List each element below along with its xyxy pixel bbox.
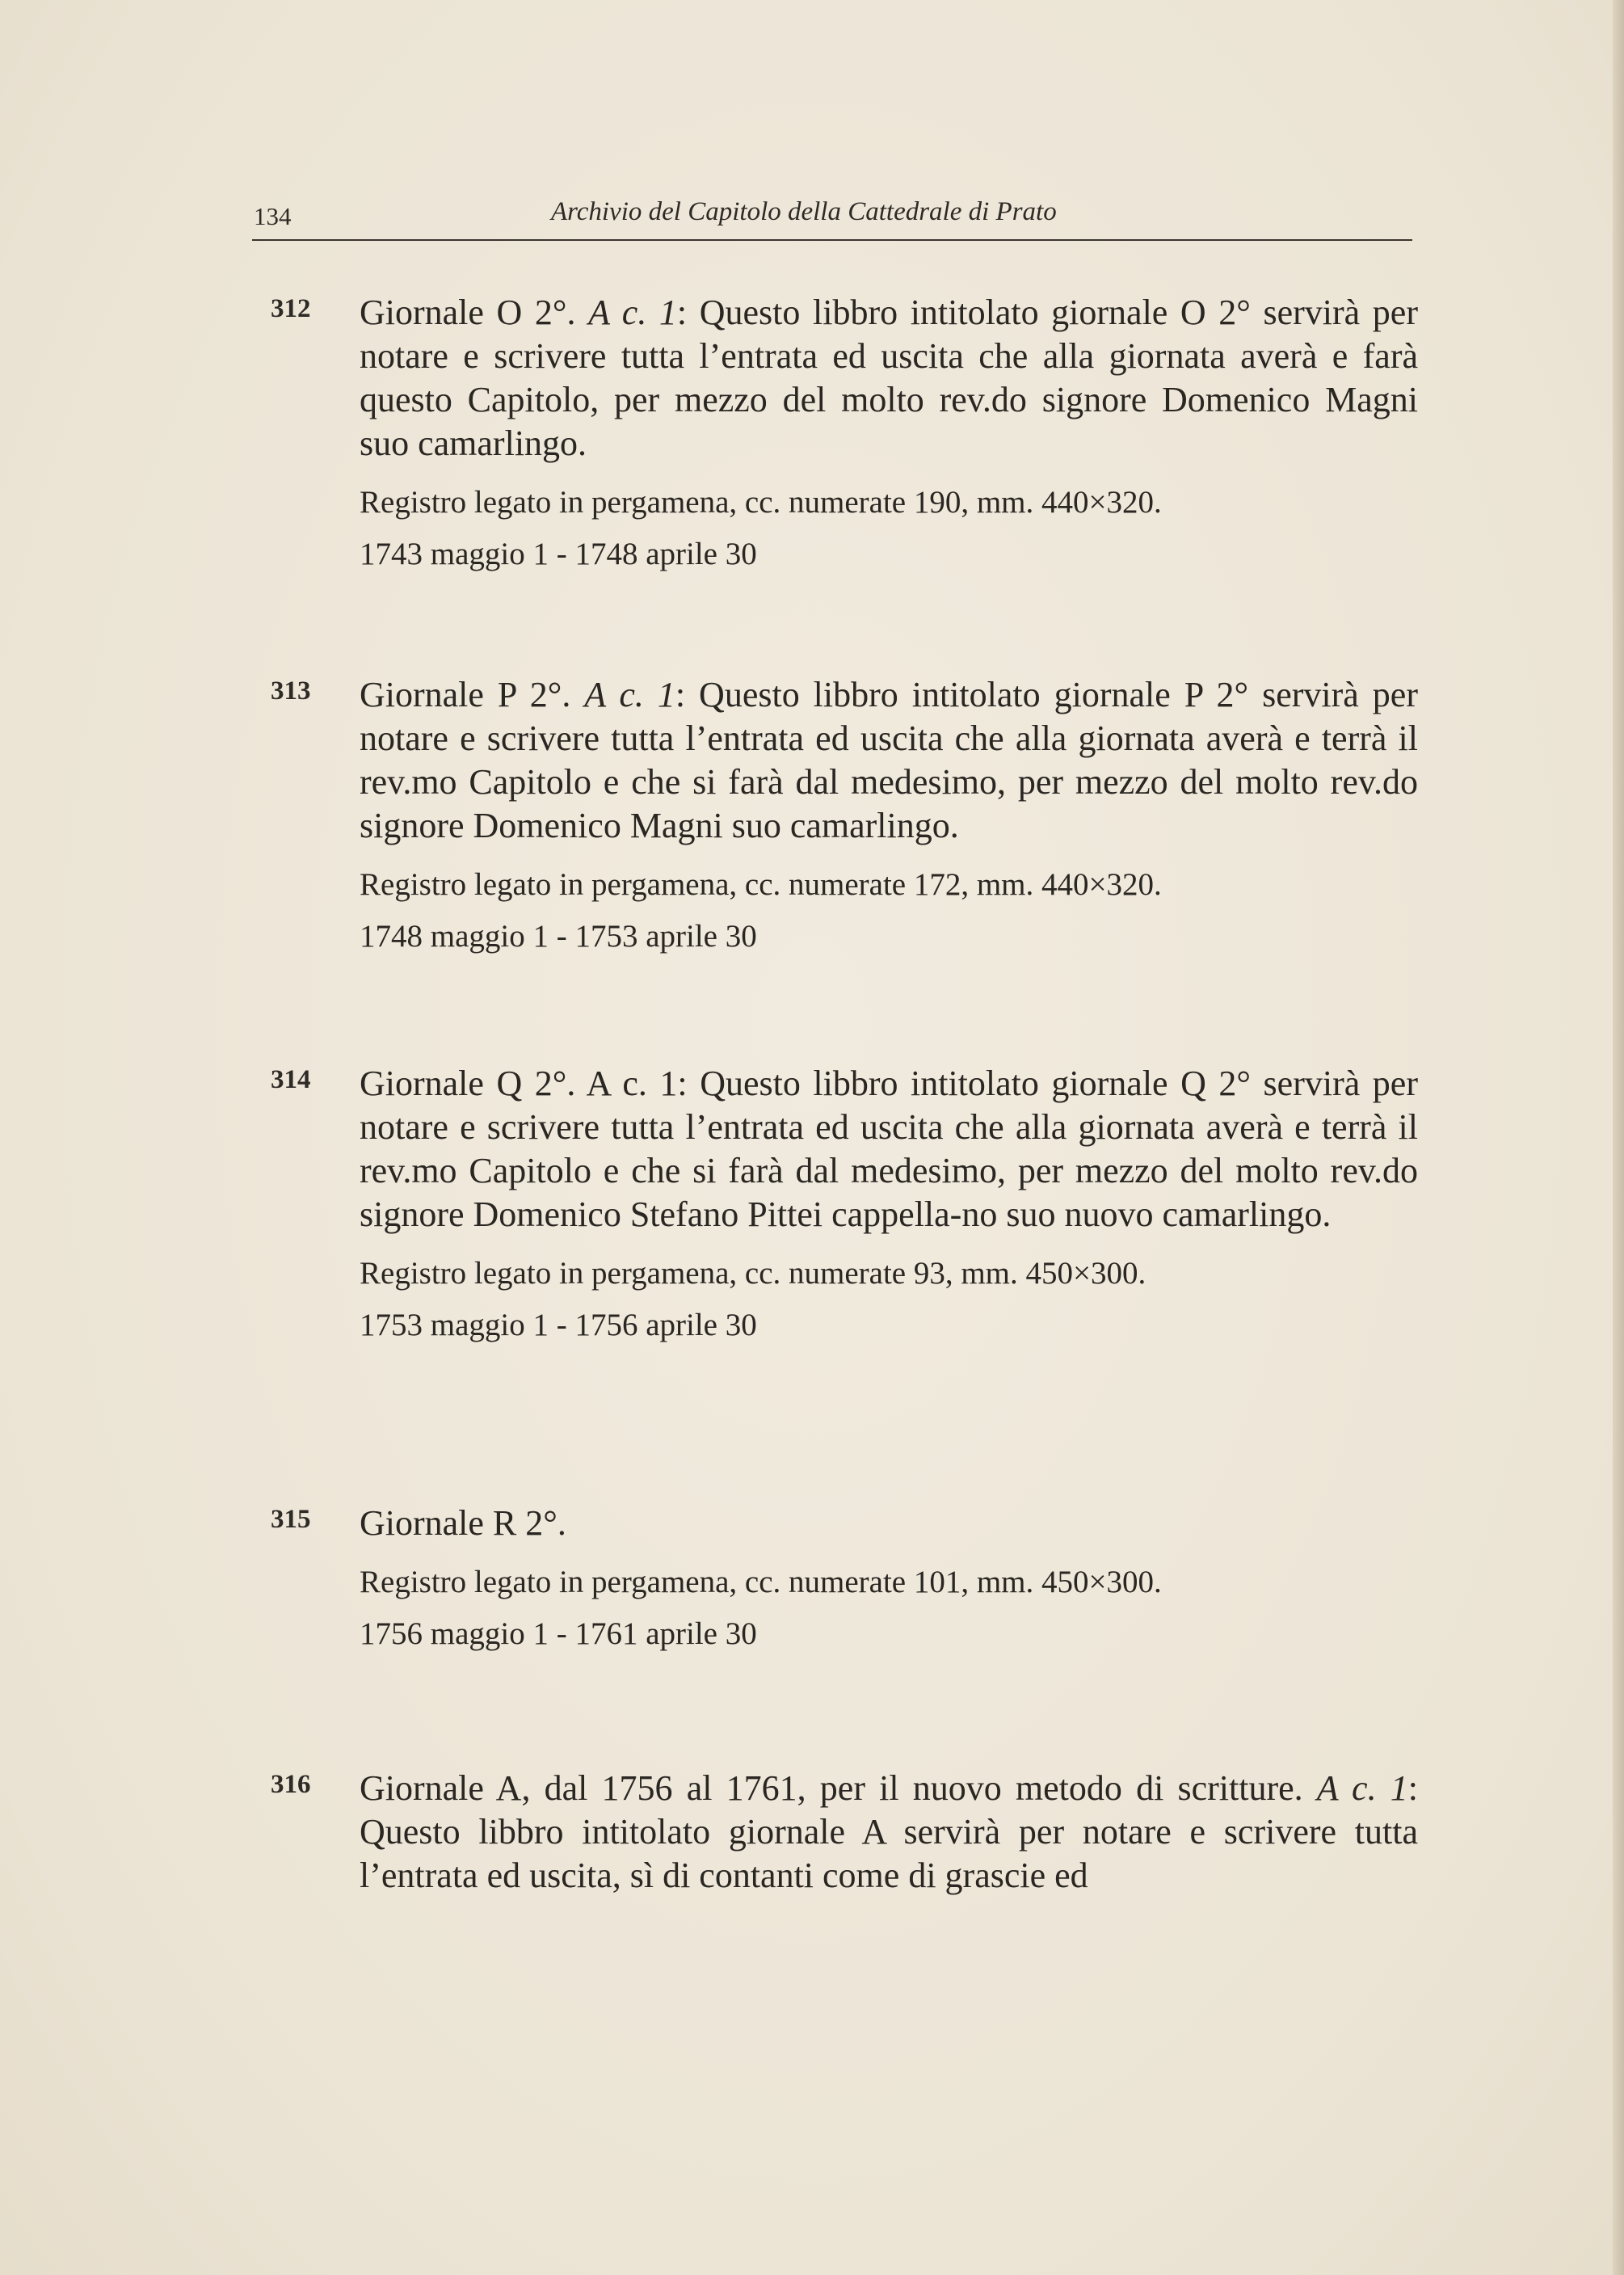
catalog-entry-316 [271, 1767, 1418, 1898]
entry-title-ref: A c. 1 [588, 293, 677, 332]
entry-title-rest: : Questo libbro intitolato giornale A servirà per notare e scrivere tutta l’entrata ed uscita, sì di contanti come di grascie ed [360, 1768, 1418, 1895]
entry-title [360, 673, 1418, 848]
entry-title [360, 1767, 1418, 1898]
entry-title: Giornale Q 2°. A c. 1: Questo libbro intitolato giornale Q 2° servirà per notare e scrivere tutta l’entrata ed uscita che alla giornata averà e terrà il rev.mo Capitolo e che si farà dal medesimo, per mezzo del molto rev.do signore Domenico Stefano Pittei cappella-no suo nuovo camarlingo. [360, 1064, 1418, 1234]
entry-title [360, 291, 1418, 466]
entry-dates: 1756 maggio 1 - 1761 aprile 30 [360, 1616, 757, 1651]
catalog-entry-314 [271, 1062, 1418, 1345]
entry-dates: 1748 maggio 1 - 1753 aprile 30 [360, 919, 757, 954]
entry-title-rest: : Questo libbro intitolato giornale O 2° servirà per notare e scrivere tutta l’entrata ed uscita che alla giornata averà e farà questo Capitolo, per mezzo del molto rev.do signore Domenico Magni suo camarlingo. [360, 293, 1418, 463]
catalog-entry-313 [271, 673, 1418, 956]
entry-title: Giornale R 2°. [360, 1503, 566, 1543]
entry-dates: 1743 maggio 1 - 1748 aprile 30 [360, 537, 757, 571]
entry-number: 313 [271, 676, 311, 706]
page-header [252, 191, 1412, 241]
entry-description: Registro legato in pergamena, cc. numerate 101, mm. 450×300. [360, 1565, 1162, 1599]
entry-number: 315 [271, 1505, 311, 1534]
entry-title-rest: : Questo libbro intitolato giornale P 2° servirà per notare e scrivere tutta l’entrata ed uscita che alla giornata averà e terrà il rev.mo Capitolo e che si farà dal medesimo, per mezzo del molto rev.do signore Domenico Magni suo camarlingo. [360, 675, 1418, 845]
entry-description: Registro legato in pergamena, cc. numerate 93, mm. 450×300. [360, 1256, 1146, 1291]
entry-title-start: Giornale P 2°. [360, 675, 585, 714]
entry-description: Registro legato in pergamena, cc. numerate 190, mm. 440×320. [360, 485, 1162, 520]
entry-number: 312 [271, 294, 311, 323]
entry-number: 314 [271, 1065, 311, 1094]
entry-description: Registro legato in pergamena, cc. numerate 172, mm. 440×320. [360, 867, 1162, 902]
entry-title-ref: A c. 1 [1316, 1768, 1408, 1808]
page-number: 134 [254, 202, 292, 230]
catalog-entry-315 [271, 1502, 1418, 1654]
entry-title-start: Giornale O 2°. [360, 293, 589, 332]
entry-title-start: Giornale A, dal 1756 al 1761, per il nuovo metodo di scritture. [360, 1768, 1317, 1808]
catalog-entry-312 [271, 291, 1418, 574]
entry-number: 316 [271, 1770, 311, 1799]
running-title: Archivio del Capitolo della Cattedrale di Prato [551, 197, 1057, 226]
page-edge-shadow [1613, 0, 1624, 2275]
entry-title-ref: A c. 1 [584, 675, 675, 714]
entry-dates: 1753 maggio 1 - 1756 aprile 30 [360, 1308, 757, 1342]
